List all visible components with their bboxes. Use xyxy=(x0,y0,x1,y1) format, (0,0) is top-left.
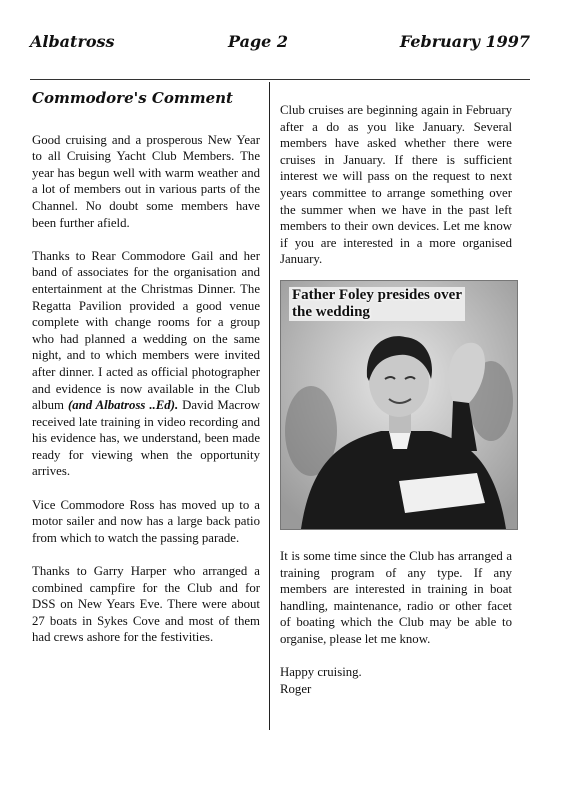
issue-date: February 1997 xyxy=(399,32,530,51)
paragraph-campfire: Thanks to Garry Harper who arranged a combined campfire for the Club and for DSS on New Years Eve. There were about 27 boats in Sykes Cove and most of them had crews ashore for the festivities. xyxy=(32,564,260,645)
signature: Roger xyxy=(280,681,312,696)
right-column xyxy=(280,102,512,697)
page-number: Page 2 xyxy=(228,32,289,51)
header-divider xyxy=(30,79,530,80)
left-column xyxy=(32,90,260,663)
column-divider xyxy=(269,82,270,730)
paragraph-cruises: Club cruises are beginning again in February after a do as you like January. Several members have asked whether there were cruises in January. If there is sufficient interest we will pass on the request to next years committee to arrange something over the summer when we have in the past left members to their own devices. Let me know if you are interested in a more organised January. xyxy=(280,103,512,267)
thanks-text: Thanks to Rear Commodore Gail and her band of associates for the organisation and entertainment at the Christmas Dinner. The Regatta Pavilion provided a good venue complete with change rooms for a group who had planned a wedding on the same night, and to which members were invited after dinner. I acted as official photographer and evidence is now available in the Club album xyxy=(32,248,260,413)
paragraph-vice-commodore: Vice Commodore Ross has moved up to a motor sailer and now has a large back patio from which to watch the passing parade. xyxy=(32,497,260,545)
editor-note: (and Albatross ..Ed). xyxy=(67,398,179,413)
photo-caption: Father Foley presides over the wedding xyxy=(289,287,465,321)
paragraph-greeting: Good cruising and a prosperous New Year to all Cruising Yacht Club Members. The year has begun well with warm weather and a lot of members out in various parts of the Channel. No doubt some members have been further afield. xyxy=(32,132,260,230)
video-text: David Macrow received late training in video recording and his evidence has, we understand, been made ready for viewing when the opportunity arrives. xyxy=(32,398,260,479)
article-title: Commodore's Comment xyxy=(32,89,233,107)
page-header xyxy=(30,32,530,58)
wedding-photo xyxy=(280,280,518,530)
paragraph-training: It is some time since the Club has arranged a training program of any type. If any members are interested in training in boat handling, maintenance, radio or other facet of boating which the Club may be able to organise, please let me know. xyxy=(280,548,512,646)
newsletter-name: Albatross xyxy=(30,32,115,51)
paragraph-thanks xyxy=(32,248,260,480)
sign-off: Happy cruising. xyxy=(280,665,362,680)
